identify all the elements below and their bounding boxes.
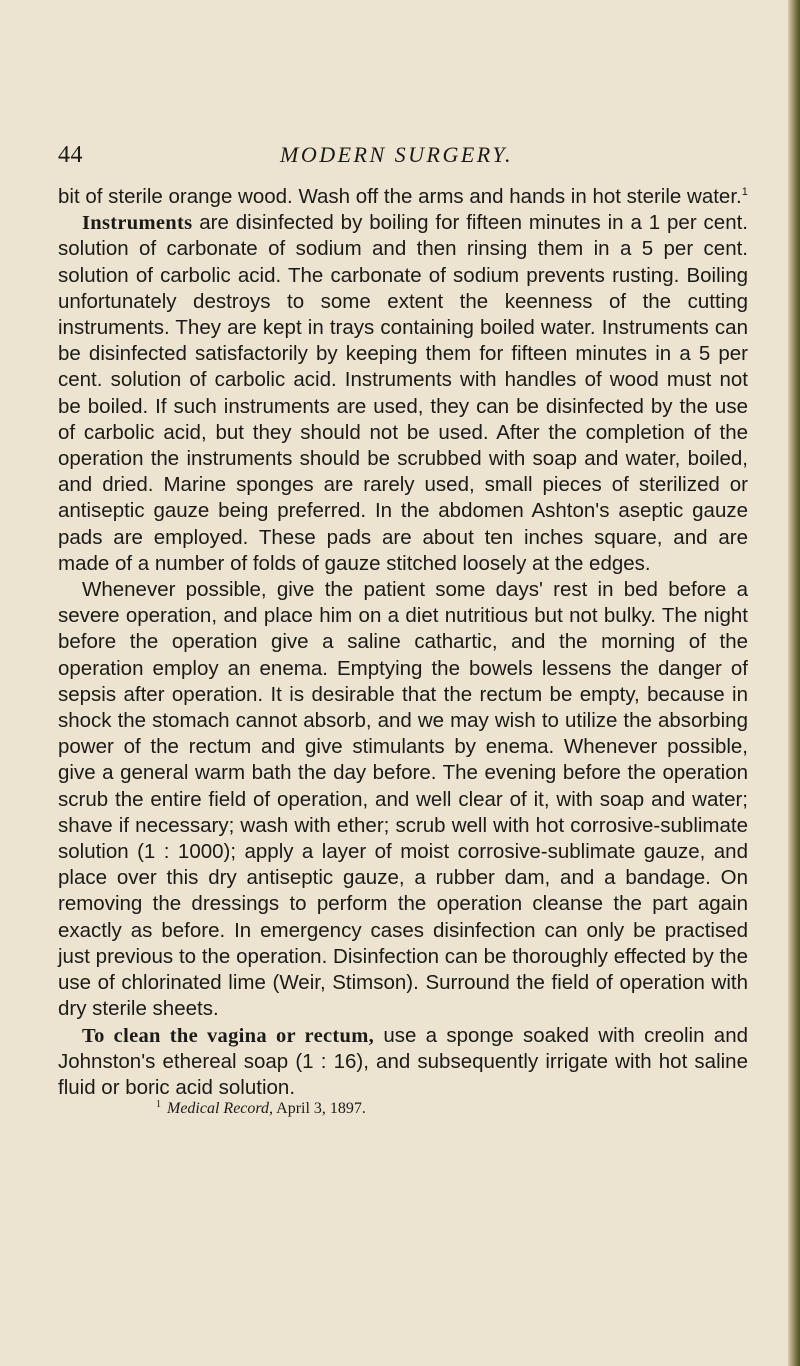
paragraph-preparation xyxy=(58,577,748,1022)
page-number: 44 xyxy=(58,142,83,168)
paragraph-vagina-rectum-lead: To clean the vagina or rectum, xyxy=(82,1024,375,1047)
paragraph-1-text: bit of sterile orange wood. Wash off the arms and hands in hot sterile water. xyxy=(58,185,742,208)
paragraph-instruments-lead: Instruments xyxy=(82,212,193,235)
running-head: MODERN SURGERY. xyxy=(280,142,514,167)
body-text xyxy=(58,184,748,1101)
footnote-mark: 1 xyxy=(156,1098,161,1110)
footnote-reference: 1 xyxy=(741,186,748,199)
paragraph-vagina-rectum-text: use a sponge soaked with creolin and Johnston's ethereal soap (1 : 16), and subsequently irrigate with hot saline fluid or boric acid solution. xyxy=(58,1023,749,1099)
footnote xyxy=(156,1100,366,1118)
page-header xyxy=(58,142,748,172)
paragraph-preparation-text: Whenever possible, give the patient some days' rest in bed before a severe operation, and place him on a diet nutritious but not bulky. The night before the operation give a saline cathartic, and the morning of the operation employ an enema. Emptying the bowels lessens the danger of sepsis after operation. It is desirable that the rectum be empty, because in shock the stomach cannot absorb, and we may wish to utilize the absorbing power of the rectum and give stimulants by enema. Whenever possible, give a general warm bath the day before. The evening before the operation scrub the entire field of operation, and well clear of it, with soap and water; shave if necessary; wash with ether; scrub well with hot corrosive-sublimate solution (1 : 1000); apply a layer of moist corrosive-sublimate gauze, and place over this dry antiseptic gauze, a rubber dam, and a bandage. On removing the dressings to perform the operation cleanse the part again exactly as before. In emergency cases disinfection can only be practised just previous to the operation. Disinfection can be thoroughly effected by the use of chlorinated lime (Weir, Stimson). Surround the field of operation with dry sterile sheets. xyxy=(58,578,748,1021)
paragraph-instruments xyxy=(58,210,748,577)
paragraph-instruments-text: are disinfected by boiling for fifteen minutes in a 1 per cent. solution of carbonate of sodium and then rinsing them in a 5 per cent. solution of carbolic acid. The carbonate of sodium prevents rusting. Boiling unfortunately destroys to some extent the keenness of the cutting instruments. They are kept in trays containing boiled water. Instruments can be disinfected satisfactorily by keeping them for fifteen minutes in a 5 per cent. solution of carbolic acid. Instruments with handles of wood must not be boiled. If such instruments are used, they can be disinfected by the use of carbolic acid, but they should not be used. After the completion of the operation the instruments should be scrubbed with soap and water, boiled, and dried. Marine sponges are rarely used, small pieces of sterilized or antiseptic gauze being preferred. In the abdomen Ashton's aseptic gauze pads are employed. These pads are about ten inches square, and are made of a number of folds of gauze stitched loosely at the edges. xyxy=(58,211,748,575)
paragraph-1 xyxy=(58,184,748,210)
page-edge xyxy=(788,0,800,1366)
paragraph-vagina-rectum xyxy=(58,1023,748,1102)
footnote-date: April 3, 1897. xyxy=(273,1100,366,1117)
footnote-journal: Medical Record, xyxy=(167,1100,274,1117)
